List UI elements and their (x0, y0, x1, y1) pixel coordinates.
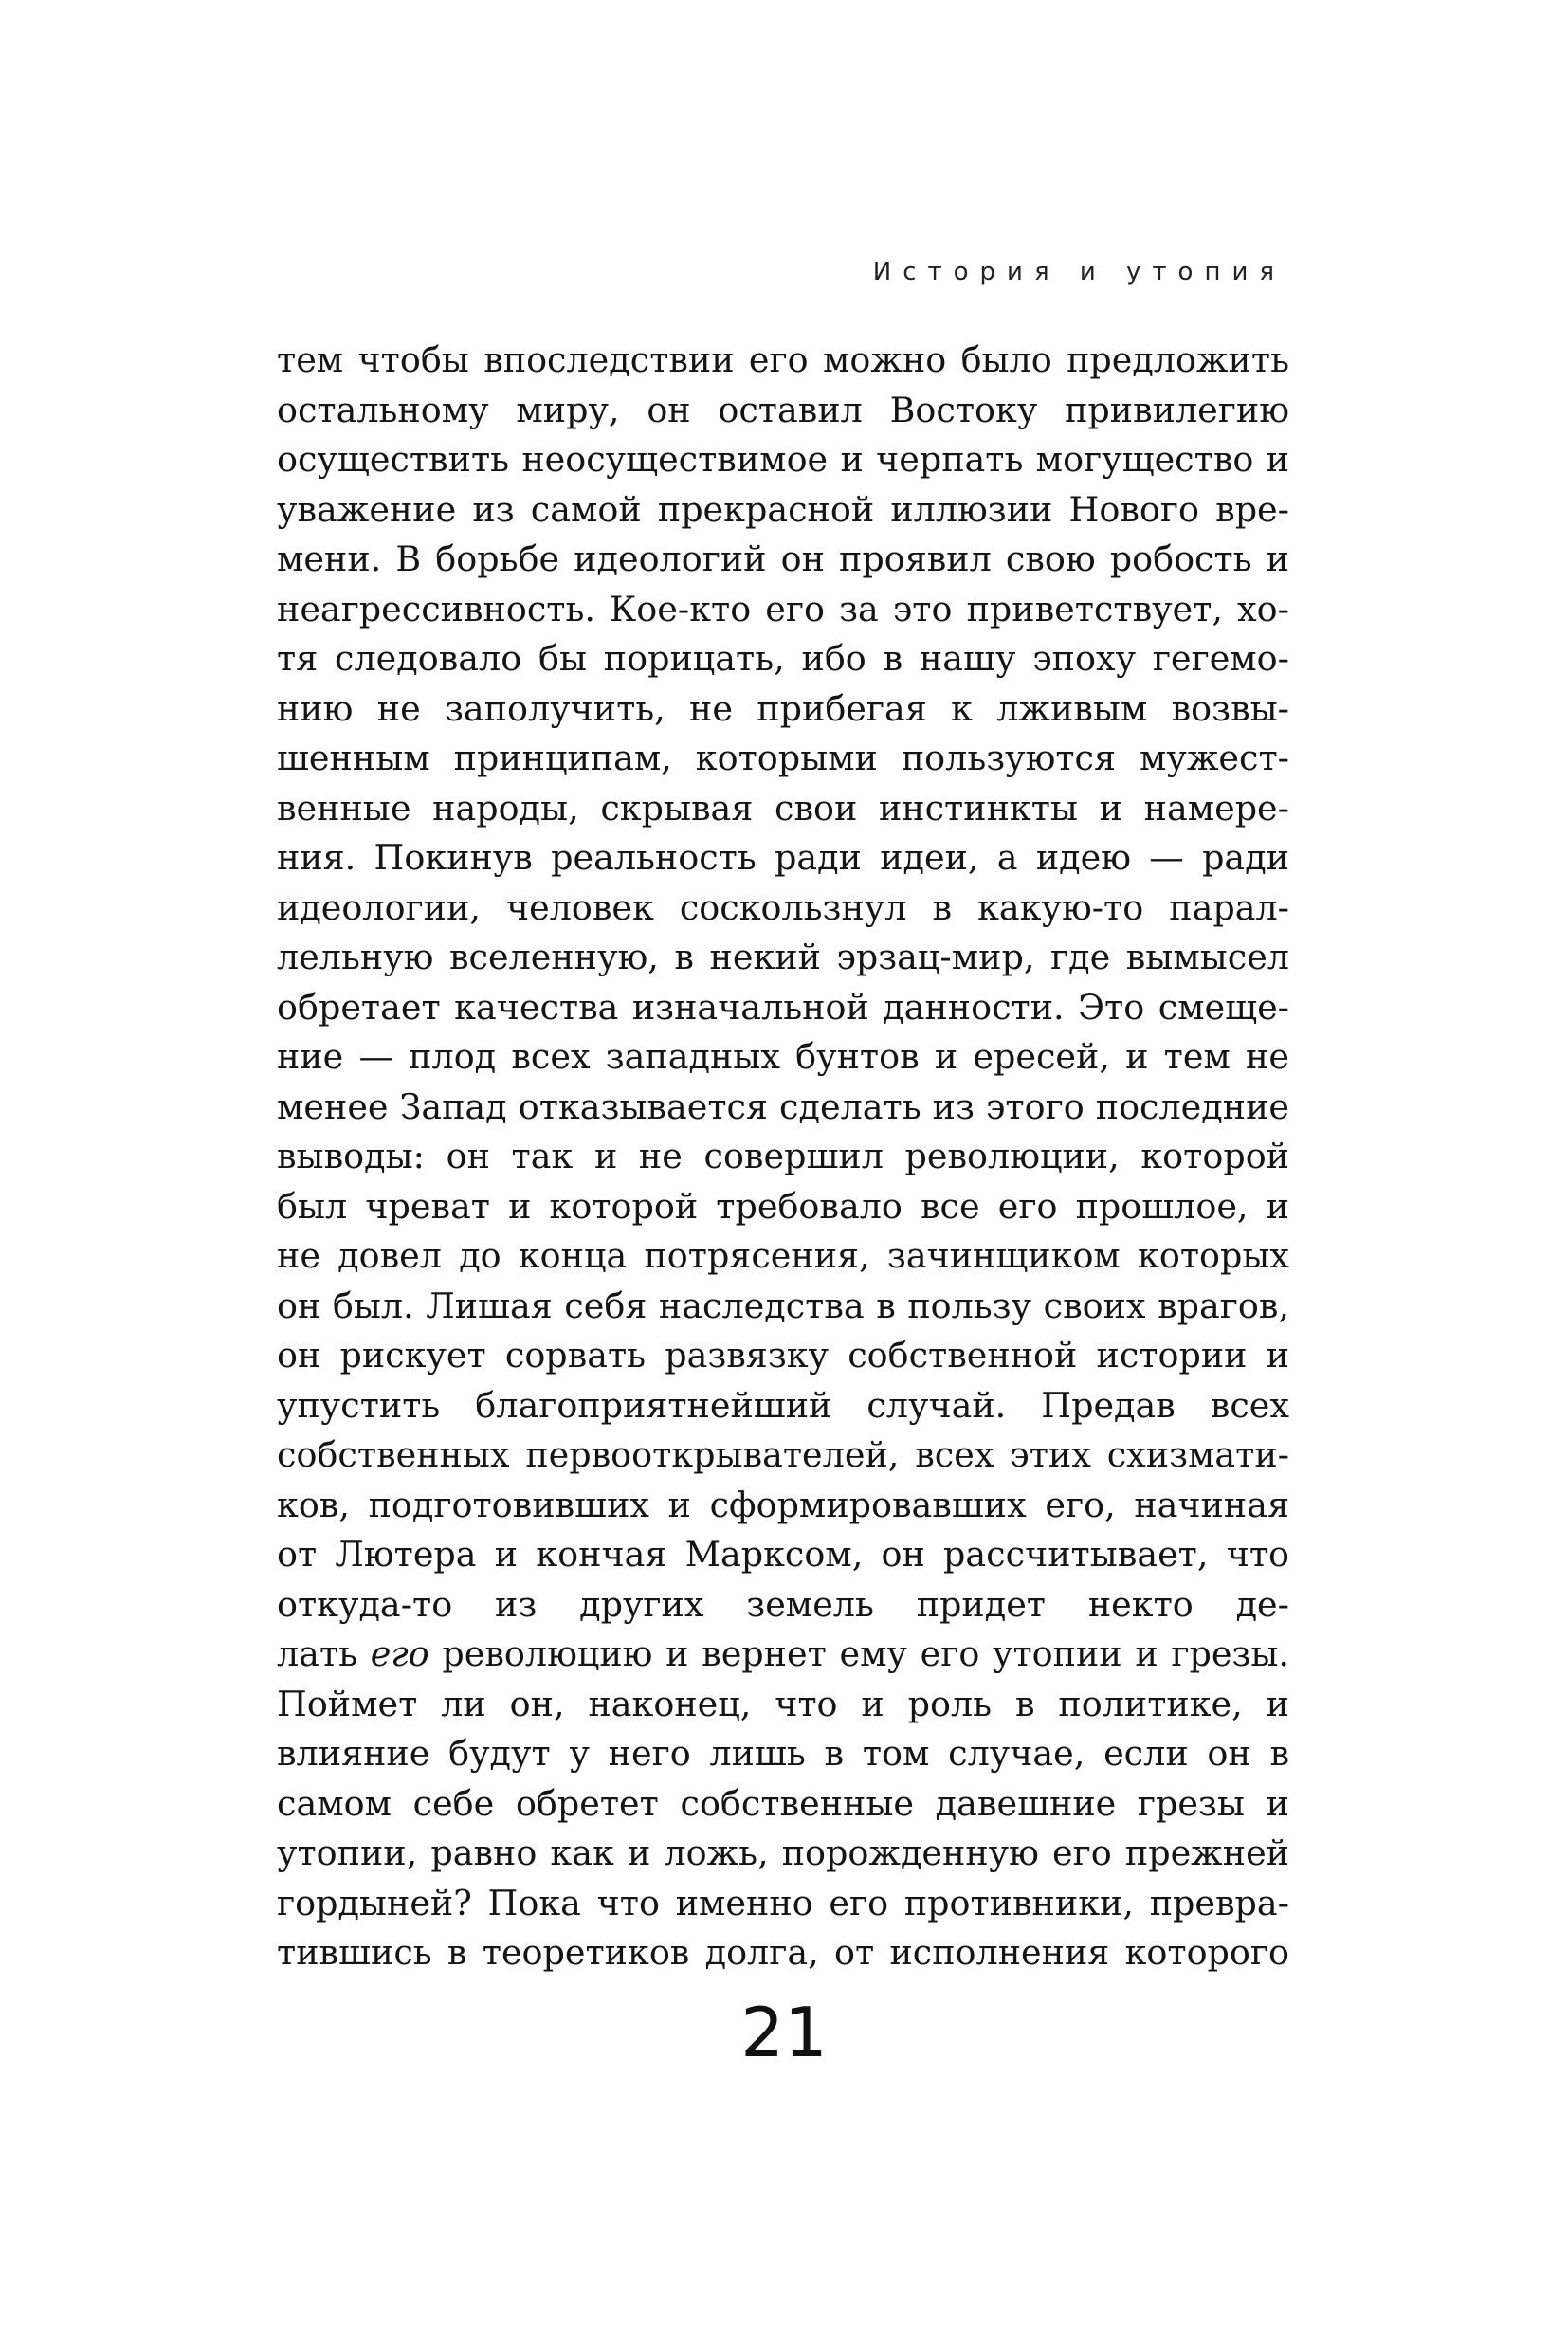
text-line: самом себе обретет собственные давешние грезы и (277, 1782, 1289, 1824)
running-header: История и утопия (872, 258, 1285, 286)
text-line: нию не заполучить, не прибегая к лживым возвы- (277, 687, 1289, 729)
text-line: был чреват и которой требовало все его прошлое, и (277, 1185, 1289, 1227)
text-line: осуществить неосуществимое и черпать могущество и (277, 439, 1289, 480)
text-line: менее Запад отказывается сделать из этого последние (277, 1085, 1289, 1127)
text-fragment: революцию и вернет ему его утопии и грезы. (428, 1633, 1289, 1674)
text-line: неагрессивность. Кое-кто его за это приветствует, хо- (277, 588, 1289, 629)
text-line: утопии, равно как и ложь, порожденную его прежней (277, 1832, 1289, 1873)
italic-emphasis: его (370, 1633, 429, 1674)
text-line: остальному миру, он оставил Востоку привилегию (277, 389, 1289, 430)
text-line: уважение из самой прекрасной иллюзии Нового вре- (277, 488, 1289, 530)
text-line: тя следовало бы порицать, ибо в нашу эпоху гегемо- (277, 638, 1289, 679)
text-line-with-italic (277, 1630, 1289, 1680)
text-line: упустить благоприятнейший случай. Предав всех (277, 1384, 1289, 1426)
text-line: Поймет ли он, наконец, что и роль в политике, и (277, 1683, 1289, 1724)
text-line: венные народы, скрывая свои инстинкты и намере- (277, 787, 1289, 829)
text-line: ков, подготовивших и сформировавших его, начиная (277, 1484, 1289, 1525)
text-line: шенным принципам, которыми пользуются мужест- (277, 738, 1289, 778)
text-line: тившись в теоретиков долга, от исполнения которого (277, 1932, 1289, 1973)
page-number: 21 (740, 1993, 828, 2072)
text-line: ния. Покинув реальность ради идеи, а идею — ради (277, 837, 1289, 878)
body-text (277, 336, 1289, 1978)
text-line: влияние будут у него лишь в том случае, если он в (277, 1733, 1289, 1774)
text-line: идеологии, человек соскользнул в какую-то парал- (277, 886, 1289, 928)
text-line: он был. Лишая себя наследства в пользу своих врагов, (277, 1285, 1289, 1326)
text-line: лельную вселенную, в некий эрзац-мир, где вымысел (277, 937, 1289, 977)
text-line: не довел до конца потрясения, зачинщиком которых (277, 1235, 1289, 1276)
text-line: откуда-то из других земель придет некто де- (277, 1583, 1289, 1625)
text-line: выводы: он так и не совершил революции, которой (277, 1136, 1289, 1176)
text-line: обретает качества изначальной данности. Это смеще- (277, 986, 1289, 1028)
text-line: мени. В борьбе идеологий он проявил свою робость и (277, 538, 1289, 579)
text-line: ние — плод всех западных бунтов и ересей, и тем не (277, 1036, 1289, 1077)
text-line: тем чтобы впоследствии его можно было предложить (277, 339, 1289, 380)
text-line: гордыней? Пока что именно его противники, превра- (277, 1882, 1289, 1923)
text-fragment: лать (277, 1633, 371, 1674)
text-line: от Лютера и кончая Марксом, он рассчитывает, что (277, 1534, 1289, 1575)
text-line: он рискует сорвать развязку собственной истории и (277, 1335, 1289, 1376)
text-line: собственных первооткрывателей, всех этих схизмати- (277, 1434, 1289, 1475)
